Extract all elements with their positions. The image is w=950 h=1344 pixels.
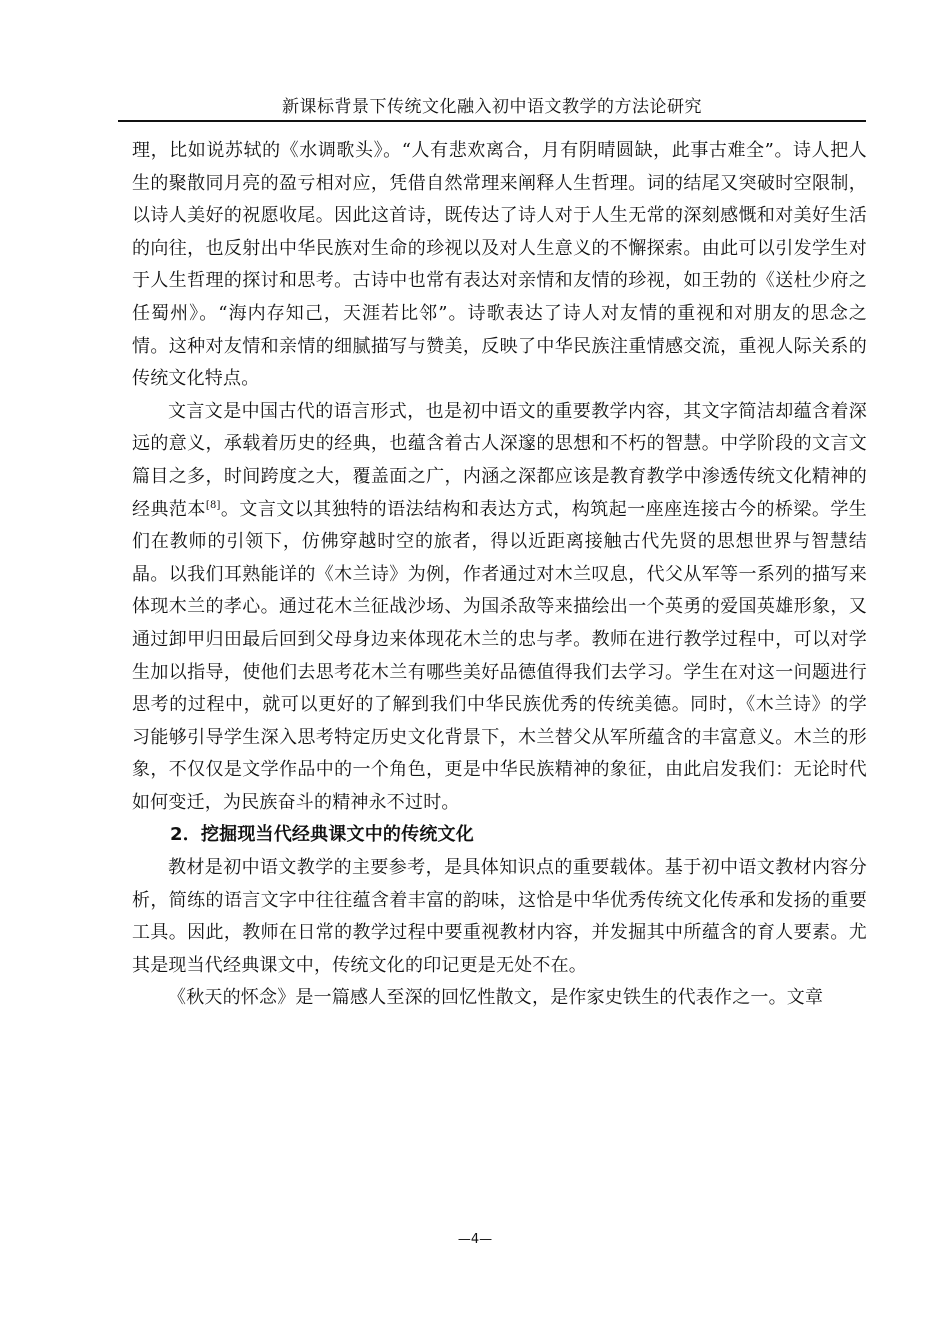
- body-text: [132, 135, 867, 1015]
- citation-8: [8]: [205, 499, 221, 511]
- paragraph-poetry-continued: 理，比如说苏轼的《水调歌头》。“人有悲欢离合，月有阴晴圆缺，此事古难全”。诗人把人生的聚散同月亮的盈亏相对应，凭借自然常理来阐释人生哲理。词的结尾又突破时空限制，以诗人美好的祝愿收尾。因此这首诗，既传达了诗人对于人生无常的深刻感慨和对美好生活的向往，也反射出中华民族对生命的珍视以及对人生意义的不懈探索。由此可以引发学生对于人生哲理的探讨和思考。古诗中也常有表达对亲情和友情的珍视，如王勃的《送杜少府之任蜀州》。“海内存知己，天涯若比邻”。诗歌表达了诗人对友情的重视和对朋友的思念之情。这种对友情和亲情的细腻描写与赞美，反映了中华民族注重情感交流，重视人际关系的传统文化特点。: [132, 140, 867, 390]
- paragraph-classical-chinese-part-1: 文言文是中国古代的语言形式，也是初中语文的重要教学内容，其文字简洁却蕴含着深远的意义，承载着历史的经典，也蕴含着古人深邃的思想和不朽的智慧。中学阶段的文言文篇目之多，时间跨度之大，覆盖面之广，内涵之深都应该是教育教学中渗透传统文化精神的经典范本: [132, 400, 867, 520]
- section-heading: 2．挖掘现当代经典课文中的传统文化: [170, 824, 474, 846]
- paragraph-classical-chinese-part-2: 。文言文以其独特的语法结构和表达方式，构筑起一座座连接古今的桥梁。学生们在教师的引领下，仿佛穿越时空的旅者，得以近距离接触古代先贤的思想世界与智慧结晶。以我们耳熟能详的《木兰诗》为例，作者通过对木兰叹息，代父从军等一系列的描写来体现木兰的孝心。通过花木兰征战沙场、为国杀敌等来描绘出一个英勇的爱国英雄形象，又通过卸甲归田最后回到父母身边来体现花木兰的忠与孝。教师在进行教学过程中，可以对学生加以指导，使他们去思考花木兰有哪些美好品德值得我们去学习。学生在对这一问题进行思考的过程中，就可以更好的了解到我们中华民族优秀的传统美德。同时，《木兰诗》的学习能够引导学生深入思考特定历史文化背景下，木兰替父从军所蕴含的丰富意义。木兰的形象，不仅仅是文学作品中的一个角色，更是中华民族精神的象征，由此启发我们：无论时代如何变迁，为民族奋斗的精神永不过时。: [132, 498, 867, 813]
- paragraph-autumn-memory: 《秋天的怀念》是一篇感人至深的回忆性散文，是作家史铁生的代表作之一。文章: [168, 987, 824, 1009]
- paragraph-textbook: 教材是初中语文教学的主要参考，是具体知识点的重要载体。基于初中语文教材内容分析，简练的语言文字中往往蕴含着丰富的韵味，这恰是中华优秀传统文化传承和发扬的重要工具。因此，教师在日常的教学过程中要重视教材内容，并发掘其中所蕴含的育人要素。尤其是现当代经典课文中，传统文化的印记更是无处不在。: [132, 857, 867, 976]
- running-header: 新课标背景下传统文化融入初中语文教学的方法论研究: [282, 97, 702, 117]
- paragraph-classical-chinese: [132, 396, 867, 820]
- header-rule: [118, 120, 866, 122]
- page-number: —4—: [457, 1232, 493, 1247]
